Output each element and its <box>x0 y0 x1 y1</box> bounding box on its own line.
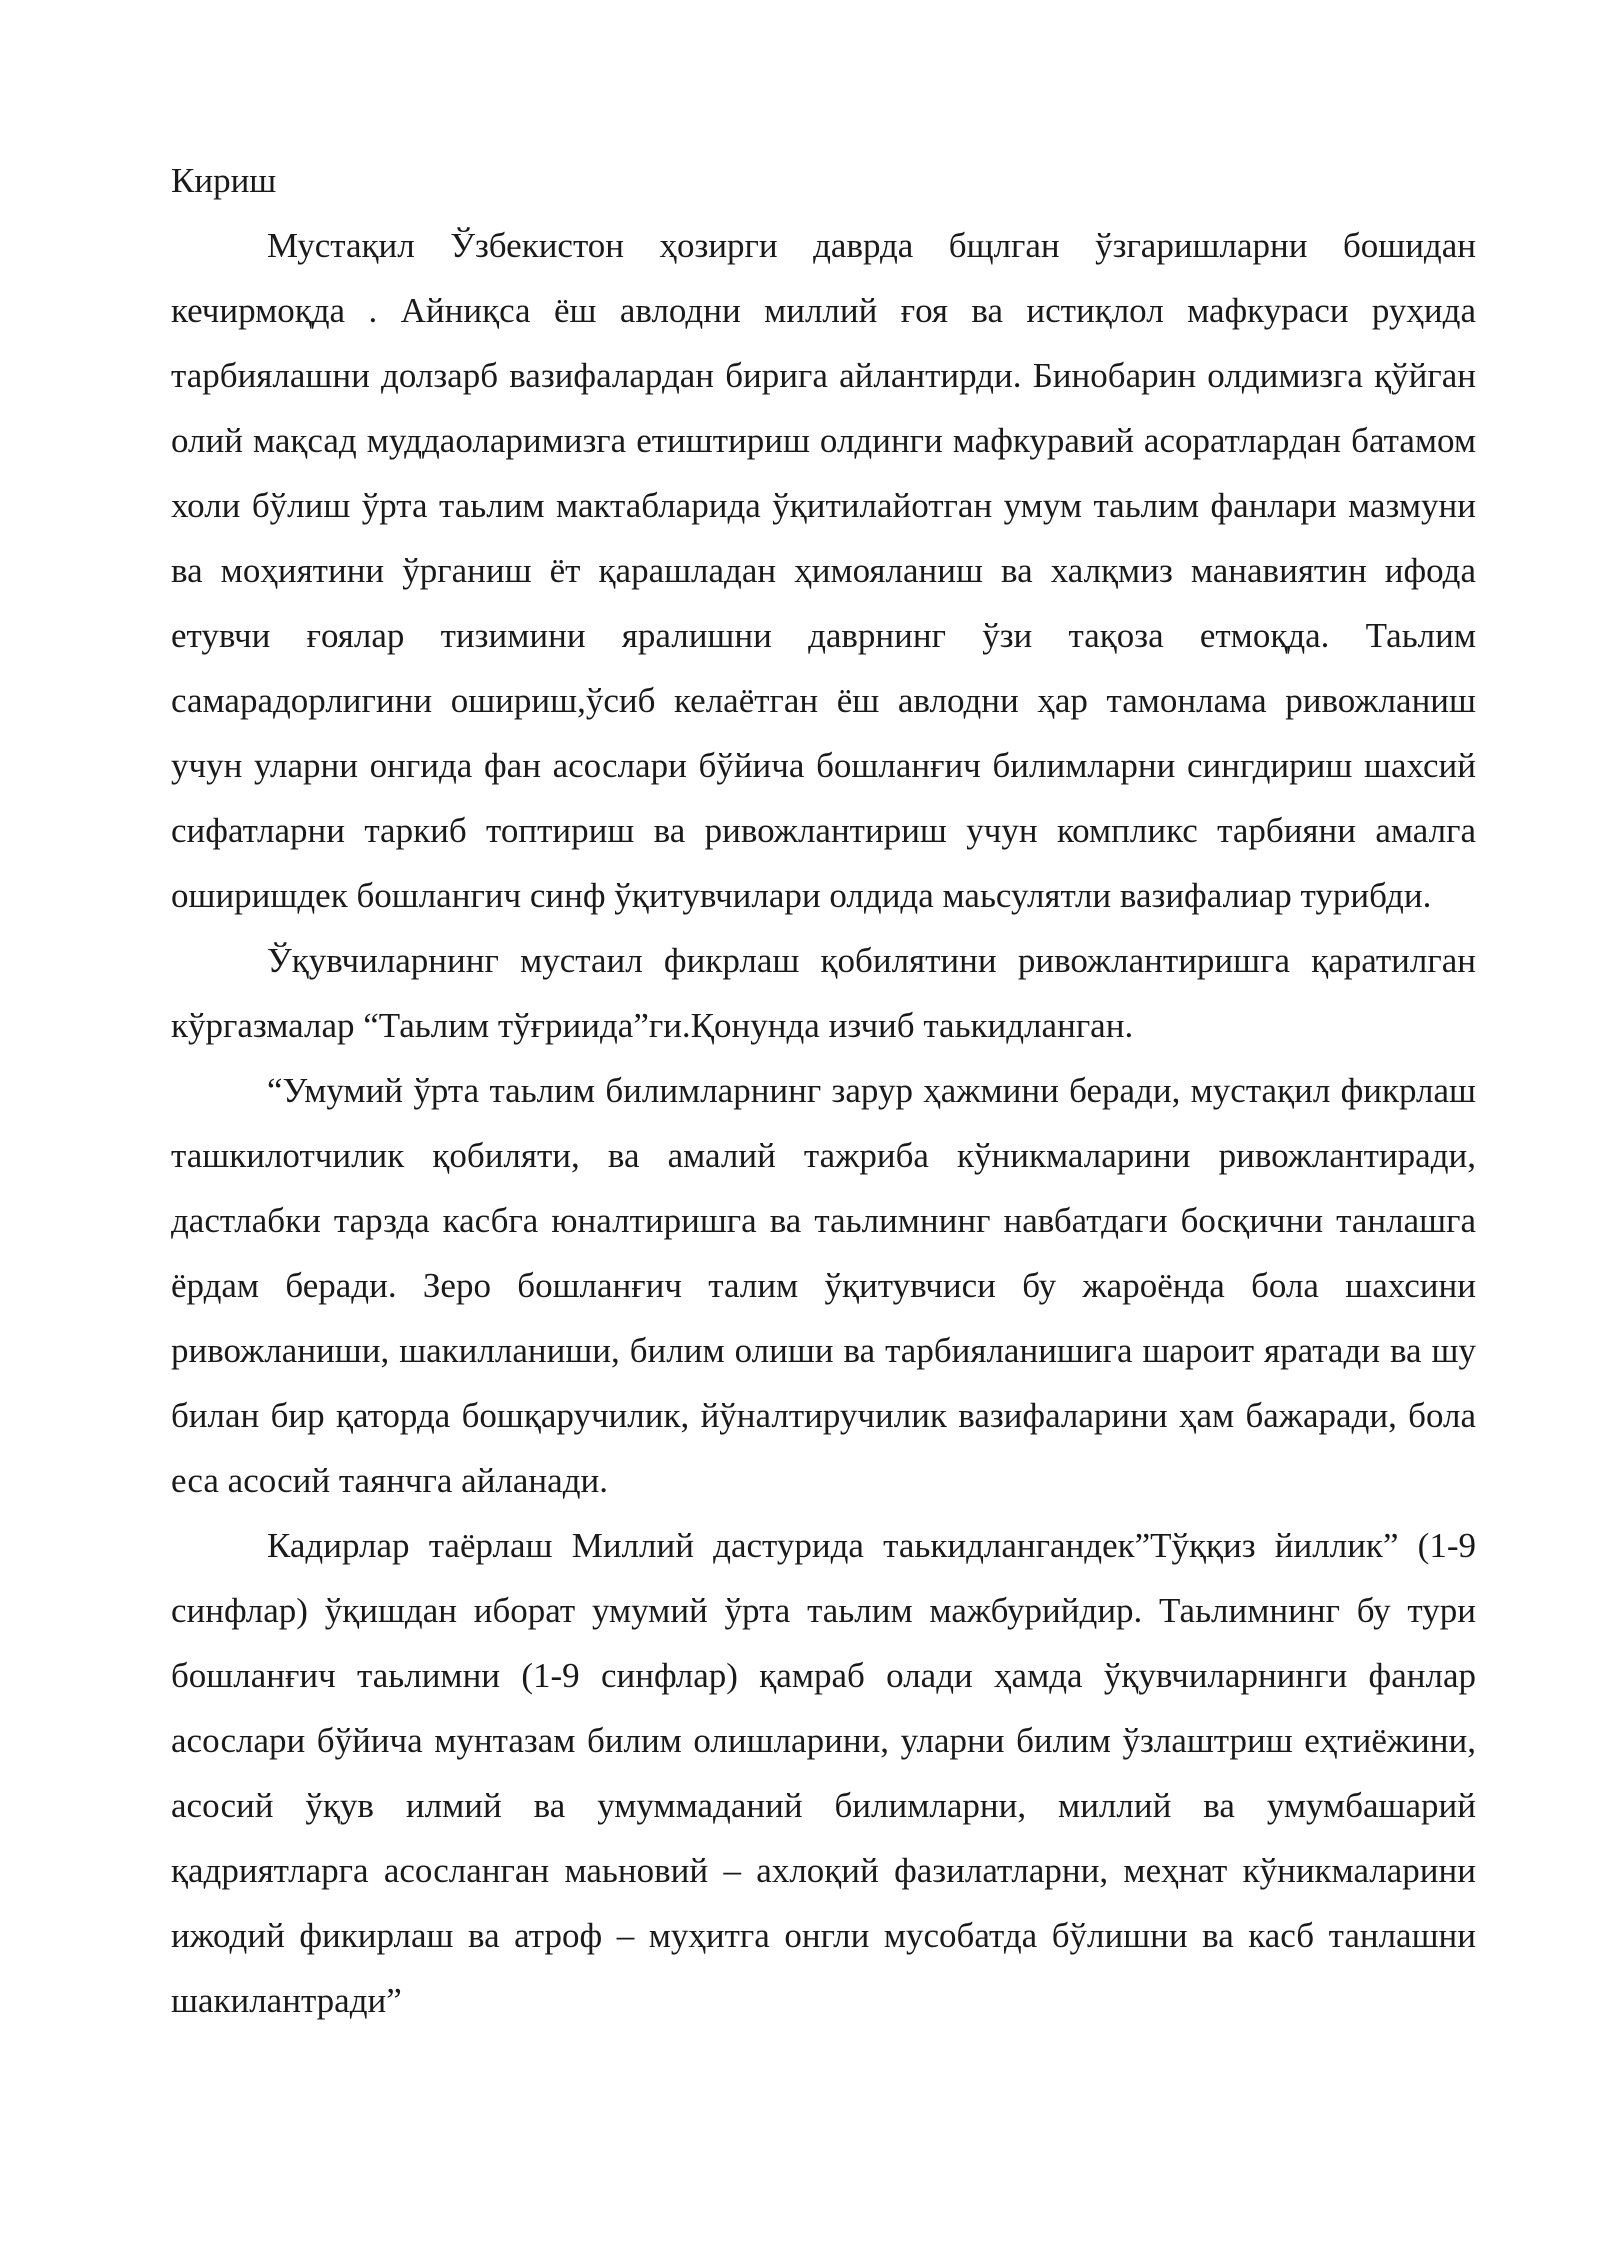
paragraph-national-program: Кадирлар таёрлаш Миллий дастурида таькидлангандек”Тўққиз йиллик” (1-9 синфлар) ўқишдан иборат умумий ўрта таьлим мажбурийдир. Таьлимнинг бу тури бошланғич таьлимни (1-9 синфлар) қамраб олади ҳамда ўқувчиларнинги фанлар асослари бўйича мунтазам билим олишларини, уларни билим ўзлаштриш еҳтиёжини, асосий ўқув илмий ва умуммаданий билимларни, миллий ва умумбашарий қадриятларга асосланган маьновий – ахлоқий фазилатларни, меҳнат кўникмаларини ижодий фикирлаш ва атроф – муҳитга онгли мусобатда бўлишни ва касб танлашни шакилантради” <box>171 1526 1476 2020</box>
section-heading: Кириш <box>171 161 277 200</box>
paragraph-general-education-quote: “Умумий ўрта таьлим билимларнинг зарур ҳажмини беради, мустақил фикрлаш ташкилотчилик қобиляти, ва амалий тажриба кўникмаларини ривожлантиради, дастлабки тарзда касбга юналтиришга ва таьлимнинг навбатдаги босқични танлашга ёрдам беради. Зеро бошланғич талим ўқитувчиси бу жароёнда бола шахсини ривожланиши, шакилланиши, билим олиши ва тарбияланишига шароит яратади ва шу билан бир қаторда бошқаручилик, йўналтиручилик вазифаларини ҳам бажаради, бола еса асосий таянчга айланади. <box>171 1071 1476 1500</box>
document-body <box>171 148 1476 2033</box>
paragraph-independent-thinking: Ўқувчиларнинг мустаил фикрлаш қобилятини ривожлантиришга қаратилган кўргазмалар “Таьлим тўғриида”ги.Қонунда изчиб таькидланган. <box>171 941 1476 1045</box>
paragraph-intro: Мустақил Ўзбекистон ҳозирги даврда бщлган ўзгаришларни бошидан кечирмоқда . Айниқса ёш авлодни миллий ғоя ва истиқлол мафкураси руҳида тарбиялашни долзарб вазифалардан бирига айлантирди. Бинобарин олдимизга қўйган олий мақсад муддаоларимизга етиштириш олдинги мафкуравий асоратлардан батамом холи бўлиш ўрта таьлим мактабларида ўқитилайотган умум таьлим фанлари мазмуни ва моҳиятини ўрганиш ёт қарашладан ҳимояланиш ва халқмиз манавиятин ифода етувчи ғоялар тизимини яралишни даврнинг ўзи тақоза етмоқда. Таьлим самарадорлигини ошириш,ўсиб келаётган ёш авлодни ҳар тамонлама ривожланиш учун уларни онгида фан асослари бўйича бошланғич билимларни сингдириш шахсий сифатларни таркиб топтириш ва ривожлантириш учун компликс тарбияни амалга оширишдек бошлангич синф ўқитувчилари олдида маьсулятли вазифалиар турибди. <box>171 226 1476 915</box>
